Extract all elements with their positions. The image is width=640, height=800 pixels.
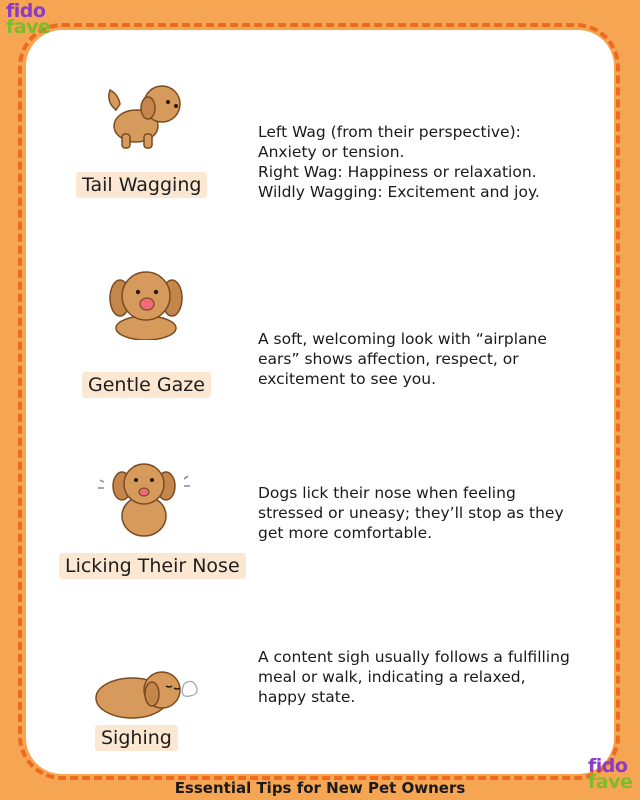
dog-sighing-icon bbox=[90, 660, 202, 728]
brand-logo-top bbox=[6, 0, 51, 39]
brand-line2: fave bbox=[6, 16, 51, 39]
tip-description-licking-their-nose: Dogs lick their nose when feeling stressed or uneasy; they’ll stop as they get more comfortable. bbox=[258, 484, 564, 542]
tip-title-sighing: Sighing bbox=[95, 725, 178, 751]
tip-description-sighing: A content sigh usually follows a fulfilling meal or walk, indicating a relaxed, happy state. bbox=[258, 648, 570, 706]
dog-wagging-icon bbox=[102, 80, 186, 156]
tip-title-gentle-gaze: Gentle Gaze bbox=[82, 372, 211, 398]
brand-line2-bottom: fave bbox=[588, 771, 633, 794]
footer-title: Essential Tips for New Pet Owners bbox=[174, 779, 466, 797]
dog-licking-icon bbox=[94, 458, 194, 544]
dog-gazing-icon bbox=[104, 264, 188, 344]
brand-line1: fido bbox=[6, 0, 46, 22]
tip-title-licking-their-nose: Licking Their Nose bbox=[59, 553, 246, 579]
tip-description-gentle-gaze: A soft, welcoming look with “airplane ears” shows affection, respect, or excitement to see you. bbox=[258, 330, 547, 388]
brand-line1-bottom: fido bbox=[588, 755, 628, 777]
tip-title-tail-wagging: Tail Wagging bbox=[76, 172, 207, 198]
tip-description-tail-wagging: Left Wag (from their perspective): Anxiety or tension. Right Wag: Happiness or relaxation. Wildly Wagging: Excitement and joy. bbox=[258, 123, 540, 201]
